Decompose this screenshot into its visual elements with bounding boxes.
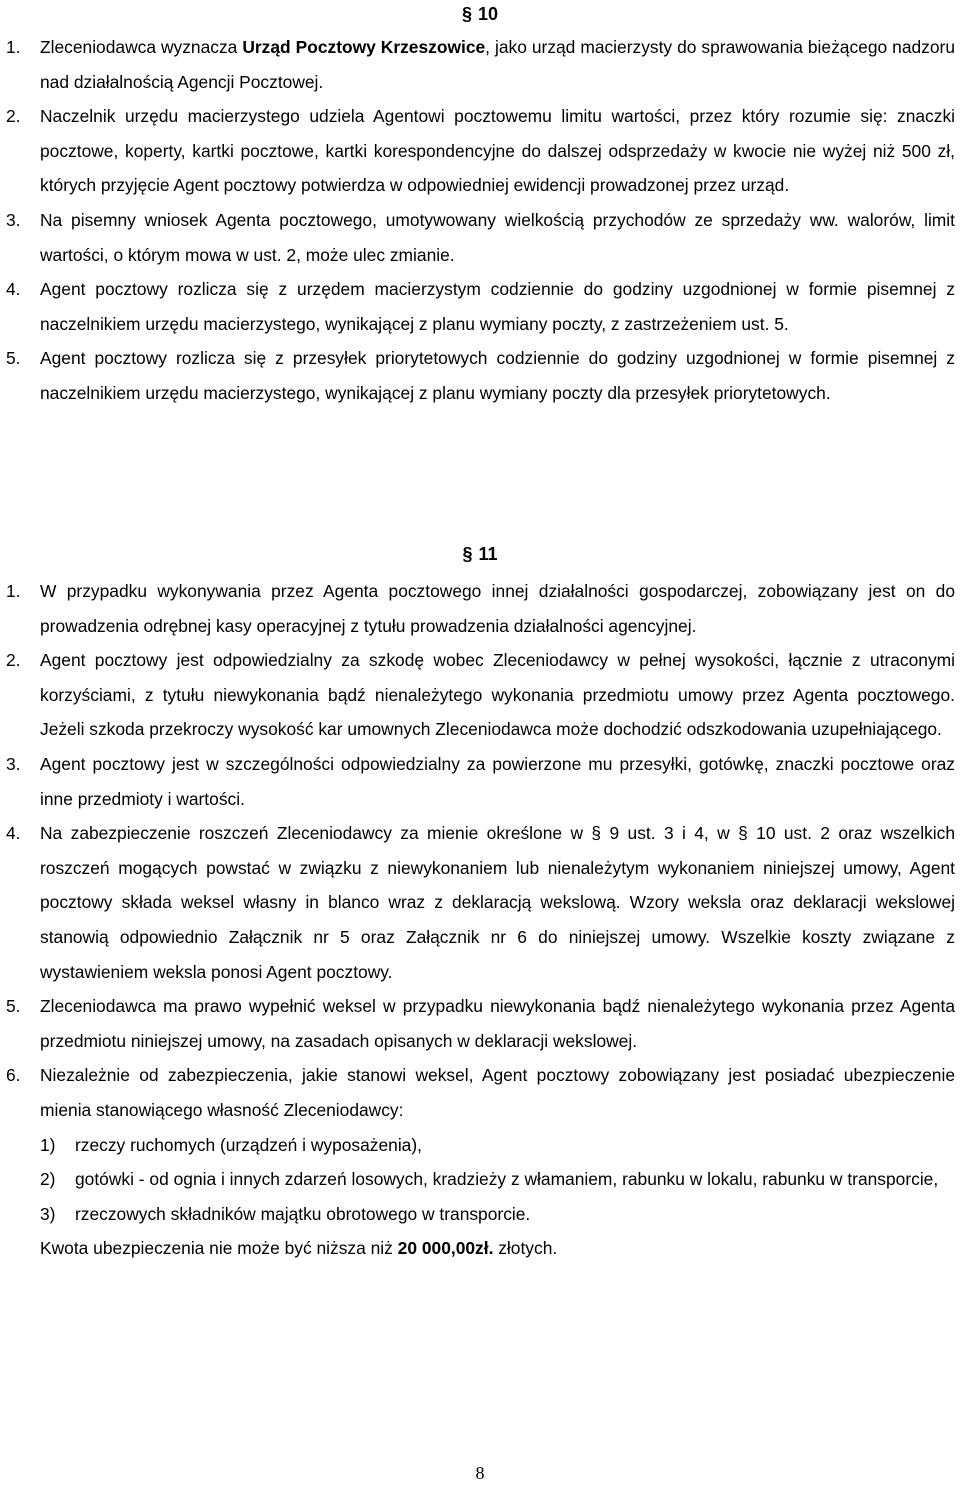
sub-list-item — [40, 1197, 955, 1232]
item-number: 2. — [6, 650, 21, 671]
item-number: 5. — [6, 348, 21, 369]
section-11-item-1 — [0, 574, 960, 643]
sub-list-item — [40, 1128, 955, 1163]
section-10-list — [0, 30, 960, 411]
item-text-bold: Urząd Pocztowy Krzeszowice — [242, 37, 486, 57]
item-text: Zleceniodawca ma prawo wypełnić weksel w przypadku niewykonania bądź nienależytego wykonania przez Agenta przedmiotu niniejszej umowy, na zasadach opisanych w deklaracji wekslowej. — [40, 996, 955, 1051]
section-number: 11 — [478, 544, 498, 564]
insurance-sub-list — [40, 1128, 955, 1232]
item-text: Niezależnie od zabezpieczenia, jakie stanowi weksel, Agent pocztowy zobowiązany jest posiadać ubezpieczenie mienia stanowiącego własność Zleceniodawcy: — [40, 1065, 955, 1120]
section-11-item-3 — [0, 747, 960, 816]
item-text: W przypadku wykonywania przez Agenta pocztowego innej działalności gospodarczej, zobowiązany jest on do prowadzenia odrębnej kasy operacyjnej z tytułu prowadzenia działalności agencyjnej. — [40, 581, 955, 636]
sub-list-item — [40, 1162, 955, 1197]
section-10-item-2 — [0, 99, 960, 203]
item-text: Agent pocztowy rozlicza się z urzędem macierzystym codziennie do godziny uzgodnionej w formie pisemnej z naczelnikiem urzędu macierzystego, wynikającej z planu wymiany poczty, z zastrzeżeniem ust. 5. — [40, 279, 955, 334]
sub-item-number: 2) — [40, 1169, 56, 1190]
sub-item-text: gotówki - od ognia i innych zdarzeń losowych, kradzieży z włamaniem, rabunku w lokalu, rabunku w transporcie, — [75, 1169, 939, 1190]
section-11-item-6 — [0, 1058, 960, 1266]
section-10-heading — [0, 2, 960, 26]
section-11-item-2 — [0, 643, 960, 747]
item-number: 4. — [6, 823, 21, 844]
section-10-item-3 — [0, 203, 960, 272]
section-number: 10 — [477, 4, 499, 24]
insurance-amount-note — [40, 1231, 955, 1266]
item-number: 3. — [6, 753, 21, 774]
item-number: 3. — [6, 209, 21, 230]
sub-item-text: rzeczowych składników majątku obrotowego w transporcie. — [75, 1203, 531, 1224]
sub-item-number: 3) — [40, 1203, 56, 1224]
item-number: 5. — [6, 996, 21, 1017]
note-amount: 20 000,00zł. — [397, 1238, 494, 1259]
section-10-item-4 — [0, 272, 960, 341]
item-number: 6. — [6, 1065, 21, 1086]
item-number: 1. — [6, 37, 21, 57]
section-11-heading — [0, 542, 960, 566]
item-text-post: , jako urząd macierzysty do sprawowania bieżącego nadzoru nad działalnością Agencji Pocztowej. — [40, 37, 955, 92]
item-text: Agent pocztowy jest odpowiedzialny za szkodę wobec Zleceniodawcy w pełnej wysokości, łącznie z utraconymi korzyściami, z tytułu niewykonania bądź nienależytego wykonania przedmiotu umowy przez Agenta pocztowego. Jeżeli szkoda przekroczy wysokość kar umownych Zleceniodawca może dochodzić odszkodowania uzupełniającego. — [40, 650, 955, 740]
section-sign: § — [461, 4, 472, 24]
section-10-item-1 — [0, 30, 960, 99]
item-text: Agent pocztowy rozlicza się z przesyłek priorytetowych codziennie do godziny uzgodnionej w formie pisemnej z naczelnikiem urzędu macierzystego, wynikającej z planu wymiany poczty dla przesyłek priorytetowych. — [40, 348, 955, 403]
note-text-post: złotych. — [493, 1238, 558, 1259]
section-11-item-5 — [0, 989, 960, 1058]
note-text-pre: Kwota ubezpieczenia nie może być niższa niż — [40, 1238, 398, 1259]
sub-item-number: 1) — [40, 1134, 56, 1155]
section-sign: § — [462, 544, 473, 564]
item-number: 4. — [6, 279, 21, 300]
section-11-list — [0, 574, 960, 1266]
item-text-pre: Zleceniodawca wyznacza — [40, 37, 243, 57]
item-text: Agent pocztowy jest w szczególności odpowiedzialny za powierzone mu przesyłki, gotówkę, znaczki pocztowe oraz inne przedmioty i wartości. — [40, 753, 955, 809]
item-number: 1. — [6, 581, 21, 601]
sub-item-text: rzeczy ruchomych (urządzeń i wyposażenia), — [75, 1134, 422, 1155]
section-11-item-4 — [0, 816, 960, 989]
item-text: Naczelnik urzędu macierzystego udziela Agentowi pocztowemu limitu wartości, przez który rozumie się: znaczki pocztowe, koperty, kartki pocztowe, kartki korespondencyjne do dalszej odsprzedaży w kwocie nie wyżej niż 500 zł, których przyjęcie Agent pocztowy potwierdza w odpowiedniej ewidencji prowadzonej przez urząd. — [40, 106, 955, 196]
item-number: 2. — [6, 106, 21, 127]
page-number: 8 — [475, 1463, 485, 1483]
item-text: Na pisemny wniosek Agenta pocztowego, umotywowany wielkością przychodów ze sprzedaży ww. walorów, limit wartości, o którym mowa w ust. 2, może ulec zmianie. — [40, 209, 955, 265]
item-text: Na zabezpieczenie roszczeń Zleceniodawcy za mienie określone w § 9 ust. 3 i 4, w § 10 ust. 2 oraz wszelkich roszczeń mogących powstać w związku z niewykonaniem lub nienależytym wykonaniem niniejszej umowy, Agent pocztowy składa weksel własny in blanco wraz z deklaracją wekslową. Wzory weksla oraz deklaracji wekslowej stanowią odpowiednio Załącznik nr 5 oraz Załącznik nr 6 do niniejszej umowy. Wszelkie koszty związane z wystawieniem weksla ponosi Agent pocztowy. — [40, 823, 955, 982]
section-10-item-5 — [0, 341, 960, 410]
